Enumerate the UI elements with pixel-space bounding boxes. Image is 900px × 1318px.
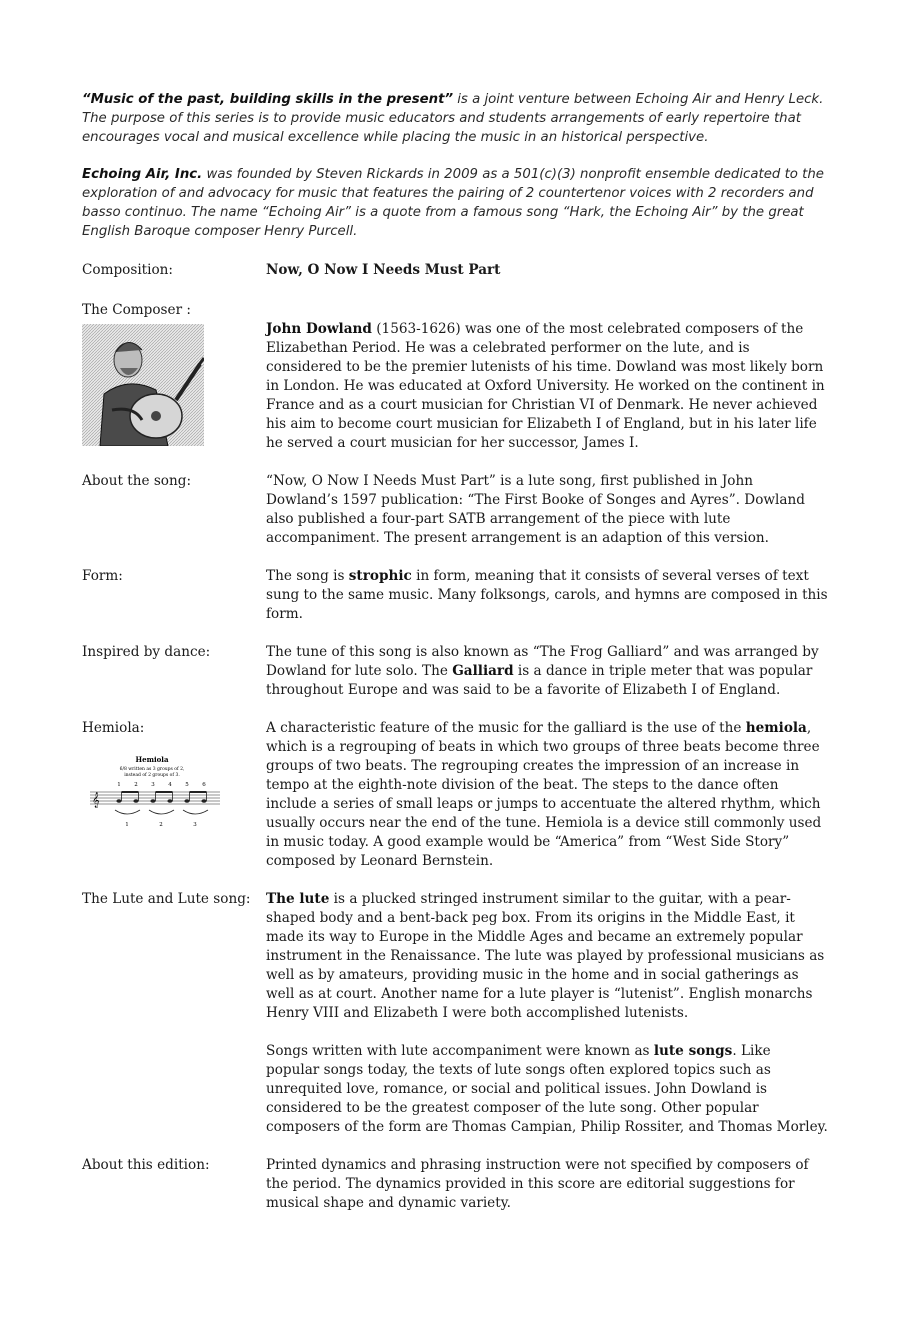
- lute-paragraph-1: [266, 890, 828, 1023]
- composer-bio: (1563-1626) was one of the most celebrated composers of the Elizabethan Period. He was a celebrated performer on the lute, and is considered to be the premier lutenists of his time. Dowland was most likely born in London. He was educated at Oxford University. He worked on the continent in France and as a court musician for Christian VI of Denmark. He never achieved his aim to become court musician for Elizabeth I of England, but in his later life he served a court musician for her successor, James I.: [266, 321, 825, 451]
- dance-text-after: is a dance in triple meter that was popular throughout Europe and was said to be a favorite of Elizabeth I of England.: [266, 663, 813, 698]
- hemiola-notation-figure: [82, 750, 222, 840]
- composer-name: John Dowland: [266, 321, 372, 337]
- hemiola-count: 2: [134, 782, 138, 788]
- intro-text-2: was founded by Steven Rickards in 2009 as a 501(c)(3) nonprofit ensemble dedicated to the exploration of and advocacy for music that features the pairing of 2 countertenor voices with 2 recorders and basso continuo. The name “Echoing Air” is a quote from a famous song “Hark, the Echoing Air” by the great English Baroque composer Henry Purcell.: [82, 167, 824, 239]
- hemiola-label: Hemiola:: [82, 720, 145, 736]
- about-song-row: [82, 472, 828, 548]
- composition-title: Now, O Now I Needs Must Part: [266, 262, 501, 278]
- composition-label: Composition:: [82, 262, 174, 278]
- hemiola-row: [82, 719, 828, 871]
- hemiola-figure-caption-1: 6/8 written as 3 groups of 2,: [119, 767, 185, 772]
- form-bold-term: strophic: [348, 568, 412, 584]
- intro-text-1: is a joint venture between Echoing Air and Henry Leck. The purpose of this series is to provide music educators and students arrangements of early repertoire that encourages vocal and musical excellence while placing the music in an historical perspective.: [82, 92, 824, 145]
- form-text-after: in form, meaning that it consists of several verses of text sung to the same music. Many folksongs, carols, and hymns are composed in this form.: [266, 568, 828, 622]
- dance-label: Inspired by dance:: [82, 644, 211, 660]
- document-page: [82, 90, 828, 1213]
- hemiola-count: 1: [117, 782, 121, 788]
- composer-row: [82, 320, 828, 453]
- form-label: Form:: [82, 568, 123, 584]
- about-song-text: “Now, O Now I Needs Must Part” is a lute song, first published in John Dowland’s 1597 publication: “The First Booke of Songes and Ayres”. Dowland also published a four-part SATB arrangement of the piece with lute accompaniment. The present arrangement is an adaption of this version.: [266, 473, 805, 546]
- lute-paragraph-2: [266, 1042, 828, 1137]
- about-song-label: About the song:: [82, 473, 192, 489]
- hemiola-text-after: , which is a regrouping of beats in which two groups of three beats become three groups of two beats. The regrouping creates the impression of an increase in tempo at the eighth-note division of the beat. The steps to the dance often include a series of small leaps or jumps to accentuate the altered rhythm, which usually occurs near the end of the tune. Hemiola is a device still commonly used in music today. A good example would be “America” from “West Side Story” composed by Leonard Bernstein.: [266, 720, 822, 869]
- intro-paragraph-2: [82, 165, 828, 241]
- hemiola-text-before: A characteristic feature of the music for the galliard is the use of the: [266, 720, 746, 736]
- composer-portrait-image: [82, 324, 204, 446]
- composer-label: The Composer :: [82, 302, 191, 318]
- dance-row: [82, 643, 828, 700]
- form-text-before: The song is: [266, 568, 349, 584]
- hemiola-group: 1: [125, 822, 129, 828]
- intro-paragraph-1: [82, 90, 828, 147]
- hemiola-group: 2: [159, 822, 163, 828]
- lute-label: The Lute and Lute song:: [82, 891, 251, 907]
- lute-bold-term: The lute: [266, 891, 330, 907]
- composition-row: [82, 261, 828, 280]
- dance-bold-term: Galliard: [452, 663, 514, 679]
- hemiola-count: 4: [168, 782, 172, 788]
- hemiola-group: 3: [193, 822, 197, 828]
- hemiola-figure-title: Hemiola: [135, 755, 169, 764]
- dance-text-before: The tune of this song is also known as “The Frog Galliard” and was arranged by Dowland for lute solo. The: [266, 644, 819, 679]
- edition-label: About this edition:: [82, 1157, 210, 1173]
- hemiola-bold-term: hemiola: [745, 720, 807, 736]
- series-title: “Music of the past, building skills in the present”: [82, 92, 454, 107]
- lute-row: [82, 890, 828, 1137]
- edition-row: [82, 1156, 828, 1213]
- lute-text-2-before: Songs written with lute accompaniment were known as: [266, 1043, 654, 1059]
- hemiola-count: 3: [151, 782, 155, 788]
- hemiola-count: 6: [202, 782, 206, 788]
- lute-text-2-after: . Like popular songs today, the texts of lute songs often explored topics such as unrequited love, romance, or social and political issues. John Dowland is considered to be the greatest composer of the lute song. Other popular composers of the form are Thomas Campian, Philip Rossiter, and Thomas Morley.: [266, 1043, 828, 1135]
- lute-text-1: is a plucked stringed instrument similar to the guitar, with a pear-shaped body and a bent-back peg box. From its origins in the Middle East, it made its way to Europe in the Middle Ages and became an extremely popular instrument in the Renaissance. The lute was played by professional musicians as well as by amateurs, providing music in the home and in social gatherings as well as at court. Another name for a lute player is “lutenist”. English monarchs Henry VIII and Elizabeth I were both accomplished lutenists.: [266, 891, 825, 1021]
- form-row: [82, 567, 828, 624]
- hemiola-count: 5: [185, 782, 189, 788]
- treble-clef-icon: 𝄞: [92, 793, 100, 808]
- hemiola-figure-caption-2: instead of 2 groups of 3.: [124, 773, 180, 778]
- organization-name: Echoing Air, Inc.: [82, 167, 203, 182]
- edition-text: Printed dynamics and phrasing instruction were not specified by composers of the period. The dynamics provided in this score are editorial suggestions for musical shape and dynamic variety.: [266, 1157, 809, 1211]
- lute-songs-bold-term: lute songs: [653, 1043, 733, 1059]
